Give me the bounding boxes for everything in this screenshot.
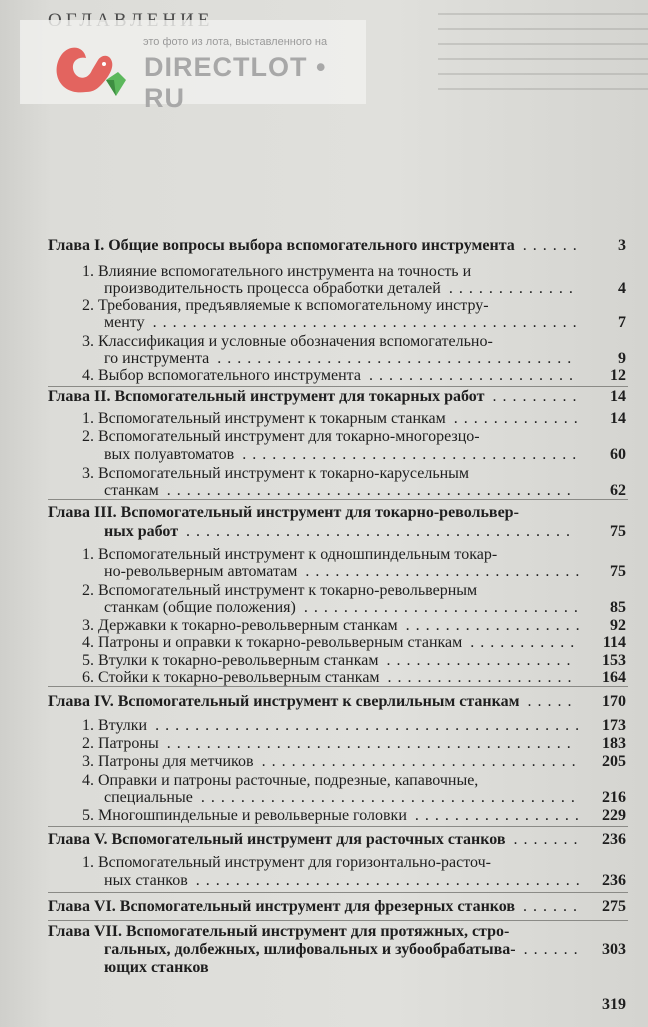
toc-page-number: 9 bbox=[618, 350, 626, 367]
leader-dots: ....................................... bbox=[195, 872, 586, 889]
toc-entry-text: 4. Выбор вспомогательного инструмента bbox=[82, 367, 361, 384]
toc-section-entry bbox=[0, 734, 648, 754]
toc-entry-text: Глава V. Вспомогательный инструмент для расточных станков bbox=[48, 831, 506, 848]
toc-page-number: 60 bbox=[610, 446, 626, 463]
leader-dots: ..... bbox=[527, 693, 578, 710]
toc-entry-text: 3. Патроны для метчиков bbox=[82, 753, 254, 770]
toc-page-number: 4 bbox=[618, 280, 626, 297]
leader-dots: ............................ bbox=[305, 563, 586, 580]
leader-dots: ............. bbox=[453, 410, 584, 427]
toc-page-number: 173 bbox=[602, 717, 626, 734]
leader-dots: ......................................... bbox=[166, 735, 577, 752]
toc-section-entry bbox=[0, 409, 648, 429]
toc-entry-text: 1. Влияние вспомогательного инструмента на точность и bbox=[82, 263, 472, 280]
toc-page-number: 216 bbox=[602, 789, 626, 806]
toc-page-number: 236 bbox=[602, 872, 626, 889]
section-divider bbox=[48, 826, 628, 827]
toc-entry-text: ных работ bbox=[104, 523, 179, 540]
section-divider bbox=[48, 892, 628, 893]
toc-page-number: 205 bbox=[602, 753, 626, 770]
toc-entry-text: но-револьверным автоматам bbox=[104, 563, 298, 580]
toc-entry-text: 2. Вспомогательный инструмент для токарно-многорезцо- bbox=[82, 428, 480, 445]
toc-entry-text: 1. Втулки bbox=[82, 717, 148, 734]
leader-dots: .................................... bbox=[217, 350, 578, 367]
leader-dots: ........................................... bbox=[155, 717, 586, 734]
toc-section-entry bbox=[0, 598, 648, 618]
page-number: 319 bbox=[602, 996, 626, 1013]
toc-page-number: 303 bbox=[602, 941, 626, 958]
toc-entry-text: гальных, долбежных, шлифовальных и зубообрабатыва- bbox=[104, 941, 516, 958]
toc-section-entry bbox=[0, 522, 648, 542]
toc-section-entry bbox=[0, 562, 648, 582]
toc-section-entry bbox=[0, 871, 648, 891]
toc-entry-text: го инструмента bbox=[104, 350, 210, 367]
toc-section-entry bbox=[0, 752, 648, 772]
toc-page-number: 14 bbox=[610, 410, 626, 427]
toc-entry-text: 1. Вспомогательный инструмент к токарным станкам bbox=[82, 410, 446, 427]
toc-entry-text: производительность процесса обработки деталей bbox=[104, 280, 441, 297]
toc-page-number: 153 bbox=[602, 652, 626, 669]
toc-page-number: 275 bbox=[602, 898, 626, 915]
toc-section-entry bbox=[0, 313, 648, 333]
toc-chapter-entry bbox=[0, 692, 648, 712]
toc-section-entry bbox=[0, 940, 648, 960]
leader-dots: ...... bbox=[522, 237, 583, 254]
toc-page-number: 229 bbox=[602, 807, 626, 824]
leader-dots: ............. bbox=[448, 280, 579, 297]
toc-entry-text: 5. Многошпиндельные и револьверные головки bbox=[82, 807, 407, 824]
toc-entry-text: 4. Патроны и оправки к токарно-револьверным станкам bbox=[82, 634, 463, 651]
leader-dots: ....................................... bbox=[186, 523, 577, 540]
toc-page-number: 12 bbox=[610, 367, 626, 384]
toc-section-entry bbox=[0, 958, 648, 978]
toc-entry-text: менту bbox=[104, 314, 145, 331]
leader-dots: ....... bbox=[513, 831, 584, 848]
toc-page-number: 62 bbox=[610, 482, 626, 499]
toc-entry-text: 2. Патроны bbox=[82, 735, 159, 752]
leader-dots: ...... bbox=[523, 898, 584, 915]
toc-chapter-entry bbox=[0, 387, 648, 407]
toc-page-number: 114 bbox=[602, 634, 626, 651]
leader-dots: ............................ bbox=[303, 599, 584, 616]
leader-dots: ................. bbox=[414, 807, 585, 824]
toc-page-number: 183 bbox=[602, 735, 626, 752]
toc-section-entry bbox=[0, 481, 648, 501]
toc-chapter-entry bbox=[0, 830, 648, 850]
toc-section-entry bbox=[0, 427, 648, 447]
toc-page-number: 92 bbox=[610, 617, 626, 634]
toc-entry-text: станкам bbox=[104, 482, 159, 499]
leader-dots: ..................... bbox=[368, 367, 579, 384]
toc-entry-text: Глава I. Общие вопросы выбора вспомогательного инструмента bbox=[48, 237, 515, 254]
toc-entry-text: станкам (общие положения) bbox=[104, 599, 296, 616]
toc-page-number: 14 bbox=[610, 388, 626, 405]
toc-entry-text: ющих станков bbox=[104, 959, 209, 976]
toc-entry-text: 3. Классификация и условные обозначения вспомогательно- bbox=[82, 333, 493, 350]
section-divider bbox=[48, 920, 628, 921]
toc-entry-text: Глава II. Вспомогательный инструмент для токарных работ bbox=[48, 388, 485, 405]
toc-section-entry bbox=[0, 366, 648, 386]
toc-section-entry bbox=[0, 806, 648, 826]
toc-chapter-entry bbox=[0, 236, 648, 256]
leader-dots: ........................................... bbox=[152, 314, 583, 331]
toc-page-number: 75 bbox=[610, 563, 626, 580]
toc-page-number: 7 bbox=[618, 314, 626, 331]
leader-dots: ......... bbox=[492, 388, 583, 405]
toc-page-number: 3 bbox=[618, 237, 626, 254]
toc-entry-text: 4. Оправки и патроны расточные, подрезные, капавочные, bbox=[82, 772, 479, 789]
toc-entry-text: Глава VII. Вспомогательный инструмент для протяжных, стро- bbox=[48, 923, 510, 940]
toc-page-number: 164 bbox=[602, 669, 626, 686]
toc-entry-text: Глава VI. Вспомогательный инструмент для фрезерных станков bbox=[48, 898, 516, 915]
toc-entry-text: 5. Втулки к токарно-револьверным станкам bbox=[82, 652, 379, 669]
leader-dots: ...... bbox=[523, 941, 584, 958]
toc-page-number: 236 bbox=[602, 831, 626, 848]
leader-dots: ................... bbox=[387, 669, 578, 686]
toc-chapter-entry bbox=[0, 503, 648, 523]
toc-entry-text: Глава III. Вспомогательный инструмент для токарно-револьвер- bbox=[48, 504, 519, 521]
toc-section-entry bbox=[0, 445, 648, 465]
watermark-brand: DIRECTLOT • RU bbox=[144, 52, 327, 113]
toc-section-entry bbox=[0, 716, 648, 736]
leader-dots: ........... bbox=[470, 634, 581, 651]
toc-entry-text: 6. Стойки к токарно-револьверным станкам bbox=[82, 669, 380, 686]
toc-section-entry bbox=[0, 633, 648, 653]
leader-dots: .................................. bbox=[242, 446, 583, 463]
toc-page-number: 170 bbox=[602, 693, 626, 710]
toc-entry-text: ных станков bbox=[104, 872, 188, 889]
leader-dots: .................. bbox=[405, 617, 586, 634]
toc-entry-text: вых полуавтоматов bbox=[104, 446, 235, 463]
leader-dots: ...................................... bbox=[200, 789, 581, 806]
toc-chapter-entry bbox=[0, 897, 648, 917]
toc-entry-text: 1. Вспомогательный инструмент для горизонтально-расточ- bbox=[82, 854, 491, 871]
toc-entry-text: Глава IV. Вспомогательный инструмент к сверлильным станкам bbox=[48, 693, 520, 710]
toc-section-entry bbox=[0, 668, 648, 688]
toc-entry-text: специальные bbox=[104, 789, 193, 806]
toc-page-number: 75 bbox=[610, 523, 626, 540]
leader-dots: ................................ bbox=[261, 753, 582, 770]
toc-section-entry bbox=[0, 788, 648, 808]
toc-entry-text: 3. Вспомогательный инструмент к токарно-карусельным bbox=[82, 465, 470, 482]
toc-section-entry bbox=[0, 853, 648, 873]
leader-dots: ......................................... bbox=[166, 482, 577, 499]
toc-entry-text: 2. Требования, предъявляемые к вспомогательному инстру- bbox=[82, 297, 489, 314]
toc-entry-text: 3. Державки к токарно-револьверным станкам bbox=[82, 617, 398, 634]
toc-entry-text: 2. Вспомогательный инструмент к токарно-револьверным bbox=[82, 582, 478, 599]
toc-page-number: 85 bbox=[610, 599, 626, 616]
leader-dots: ................... bbox=[386, 652, 577, 669]
toc-entry-text: 1. Вспомогательный инструмент к одношпиндельным токар- bbox=[82, 546, 498, 563]
toc-chapter-entry bbox=[0, 922, 648, 942]
watermark-caption: это фото из лота, выставленного на bbox=[143, 36, 328, 48]
